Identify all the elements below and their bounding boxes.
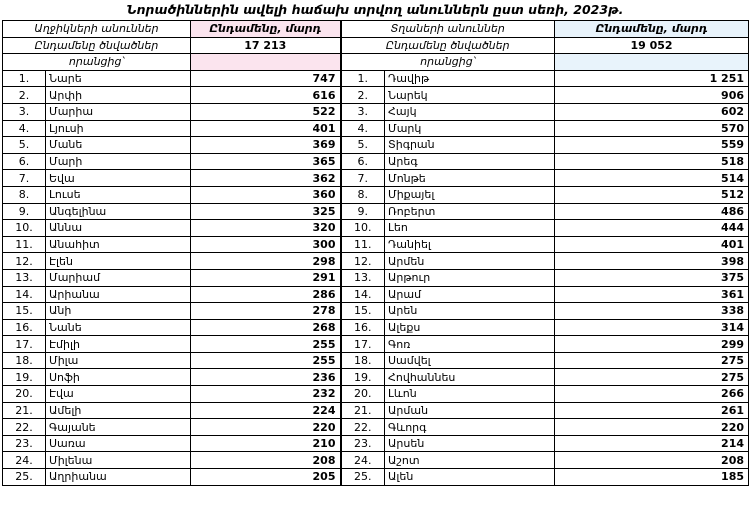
boy-count: 299 [555, 336, 749, 353]
girl-name: Լուսե [46, 186, 191, 203]
boy-name: Աշոտ [385, 452, 555, 469]
boy-rank: 25. [341, 469, 385, 486]
boy-name: Դանիել [385, 236, 555, 253]
girl-rank: 4. [3, 120, 46, 137]
girl-name: Սառա [46, 435, 191, 452]
boy-count: 559 [555, 137, 749, 154]
table-row [3, 120, 749, 137]
boy-name: Արման [385, 402, 555, 419]
girl-name: Անգելինա [46, 203, 191, 220]
girls-value-header: Ընդամենը, մարդ [191, 21, 341, 38]
girl-count: 220 [191, 419, 341, 436]
table-row [3, 286, 749, 303]
girl-rank: 11. [3, 236, 46, 253]
girl-count: 236 [191, 369, 341, 386]
girl-name: Անի [46, 303, 191, 320]
girl-count: 298 [191, 253, 341, 270]
girls-from-label: որանցից՝ [3, 54, 191, 71]
girl-rank: 20. [3, 386, 46, 403]
girl-name: Լյուսի [46, 120, 191, 137]
boy-count: 361 [555, 286, 749, 303]
table-row [3, 87, 749, 104]
girl-rank: 10. [3, 220, 46, 237]
girl-count: 522 [191, 103, 341, 120]
table-row [3, 369, 749, 386]
girls-total: 17 213 [191, 37, 341, 54]
girl-count: 224 [191, 402, 341, 419]
boy-count: 314 [555, 319, 749, 336]
boy-count: 486 [555, 203, 749, 220]
boy-rank: 7. [341, 170, 385, 187]
boy-rank: 18. [341, 352, 385, 369]
girl-count: 365 [191, 153, 341, 170]
table-row [3, 386, 749, 403]
boy-count: 338 [555, 303, 749, 320]
boy-count: 602 [555, 103, 749, 120]
boy-name: Արեն [385, 303, 555, 320]
boy-rank: 5. [341, 137, 385, 154]
boys-total: 19 052 [555, 37, 749, 54]
boys-total-label: Ընդամենը ծնվածներ [341, 37, 555, 54]
names-table [2, 20, 749, 486]
boy-name: Տիգրան [385, 137, 555, 154]
boy-count: 220 [555, 419, 749, 436]
table-row [3, 402, 749, 419]
girl-rank: 1. [3, 70, 46, 87]
boy-rank: 9. [341, 203, 385, 220]
boy-count: 266 [555, 386, 749, 403]
from-row [3, 54, 749, 71]
table-row [3, 419, 749, 436]
table-row [3, 186, 749, 203]
girl-name: Աղրիանա [46, 469, 191, 486]
boy-count: 444 [555, 220, 749, 237]
girl-name: Սոֆի [46, 369, 191, 386]
boy-count: 185 [555, 469, 749, 486]
boys-header: Տղաների անուններ [341, 21, 555, 38]
girl-count: 369 [191, 137, 341, 154]
girl-count: 232 [191, 386, 341, 403]
table-row [3, 269, 749, 286]
table-row [3, 303, 749, 320]
girl-name: Էմիլի [46, 336, 191, 353]
girl-count: 325 [191, 203, 341, 220]
girl-rank: 24. [3, 452, 46, 469]
boy-name: Արամ [385, 286, 555, 303]
table-row [3, 103, 749, 120]
page-title: Նորածիններին ավելի հաճախ տրվող անուններն ըստ սեռի, 2023թ. [126, 2, 624, 17]
boy-name: Ալեքս [385, 319, 555, 336]
table-row [3, 469, 749, 486]
boy-rank: 6. [341, 153, 385, 170]
boy-name: Դավիթ [385, 70, 555, 87]
boy-rank: 3. [341, 103, 385, 120]
girl-count: 320 [191, 220, 341, 237]
table-row [3, 153, 749, 170]
girl-rank: 15. [3, 303, 46, 320]
boy-rank: 4. [341, 120, 385, 137]
girl-name: Նանե [46, 319, 191, 336]
boy-name: Ալեն [385, 469, 555, 486]
girl-count: 362 [191, 170, 341, 187]
girl-name: Միլենա [46, 452, 191, 469]
girl-count: 300 [191, 236, 341, 253]
boy-name: Գևորգ [385, 419, 555, 436]
boy-count: 375 [555, 269, 749, 286]
boy-count: 398 [555, 253, 749, 270]
boy-rank: 21. [341, 402, 385, 419]
girl-rank: 6. [3, 153, 46, 170]
girl-rank: 12. [3, 253, 46, 270]
boys-from-label: որանցից՝ [341, 54, 555, 71]
girl-rank: 23. [3, 435, 46, 452]
boy-count: 518 [555, 153, 749, 170]
girl-rank: 16. [3, 319, 46, 336]
boy-rank: 23. [341, 435, 385, 452]
girl-rank: 3. [3, 103, 46, 120]
boy-rank: 15. [341, 303, 385, 320]
boy-name: Լեո [385, 220, 555, 237]
girl-name: Էլեն [46, 253, 191, 270]
girl-rank: 17. [3, 336, 46, 353]
girl-name: Արփի [46, 87, 191, 104]
boy-name: Արթուր [385, 269, 555, 286]
header-row [3, 21, 749, 38]
table-row [3, 452, 749, 469]
girl-count: 278 [191, 303, 341, 320]
boy-rank: 19. [341, 369, 385, 386]
girl-name: Ամելի [46, 402, 191, 419]
girl-name: Մարի [46, 153, 191, 170]
girl-count: 205 [191, 469, 341, 486]
boy-name: Լևոն [385, 386, 555, 403]
girls-from-spacer [191, 54, 341, 71]
boy-count: 401 [555, 236, 749, 253]
boy-name: Հովհաննես [385, 369, 555, 386]
girl-name: Եվա [46, 170, 191, 187]
boy-name: Միքայել [385, 186, 555, 203]
girl-rank: 18. [3, 352, 46, 369]
girl-rank: 5. [3, 137, 46, 154]
boy-count: 261 [555, 402, 749, 419]
girl-name: Մարիա [46, 103, 191, 120]
boy-rank: 8. [341, 186, 385, 203]
girl-count: 401 [191, 120, 341, 137]
boy-rank: 22. [341, 419, 385, 436]
boy-name: Նարեկ [385, 87, 555, 104]
boy-name: Մոնթե [385, 170, 555, 187]
girl-count: 255 [191, 352, 341, 369]
boy-count: 214 [555, 435, 749, 452]
boy-rank: 1. [341, 70, 385, 87]
boy-count: 1 251 [555, 70, 749, 87]
boy-rank: 13. [341, 269, 385, 286]
girl-count: 747 [191, 70, 341, 87]
boy-name: Գոռ [385, 336, 555, 353]
table-row [3, 336, 749, 353]
table-row [3, 203, 749, 220]
boy-name: Ռոբերտ [385, 203, 555, 220]
boys-value-header: Ընդամենը, մարդ [555, 21, 749, 38]
girl-rank: 7. [3, 170, 46, 187]
boy-count: 514 [555, 170, 749, 187]
girl-rank: 25. [3, 469, 46, 486]
boy-rank: 20. [341, 386, 385, 403]
girl-name: Միլա [46, 352, 191, 369]
boy-count: 275 [555, 352, 749, 369]
girl-rank: 21. [3, 402, 46, 419]
boy-rank: 10. [341, 220, 385, 237]
girl-name: Մանե [46, 137, 191, 154]
girls-total-label: Ընդամենը ծնվածներ [3, 37, 191, 54]
girl-rank: 13. [3, 269, 46, 286]
boy-name: Հայկ [385, 103, 555, 120]
boy-count: 570 [555, 120, 749, 137]
girl-name: Էվա [46, 386, 191, 403]
boy-name: Սամվել [385, 352, 555, 369]
boy-count: 275 [555, 369, 749, 386]
table-row [3, 236, 749, 253]
boy-rank: 2. [341, 87, 385, 104]
girl-rank: 22. [3, 419, 46, 436]
table-row [3, 137, 749, 154]
boy-name: Արմեն [385, 253, 555, 270]
boy-rank: 16. [341, 319, 385, 336]
girl-name: Գայանե [46, 419, 191, 436]
boy-count: 208 [555, 452, 749, 469]
girl-count: 286 [191, 286, 341, 303]
girl-name: Մարիամ [46, 269, 191, 286]
boy-count: 906 [555, 87, 749, 104]
girl-count: 208 [191, 452, 341, 469]
table-row [3, 70, 749, 87]
girl-count: 210 [191, 435, 341, 452]
boy-rank: 17. [341, 336, 385, 353]
boy-rank: 11. [341, 236, 385, 253]
boy-rank: 12. [341, 253, 385, 270]
girls-header: Աղջիկների անուններ [3, 21, 191, 38]
table-row [3, 319, 749, 336]
girl-count: 291 [191, 269, 341, 286]
girl-name: Անահիտ [46, 236, 191, 253]
girl-rank: 14. [3, 286, 46, 303]
boy-count: 512 [555, 186, 749, 203]
table-row [3, 253, 749, 270]
boy-name: Արսեն [385, 435, 555, 452]
girl-rank: 2. [3, 87, 46, 104]
total-row [3, 37, 749, 54]
table-row [3, 220, 749, 237]
girl-rank: 19. [3, 369, 46, 386]
girl-rank: 8. [3, 186, 46, 203]
table-row [3, 435, 749, 452]
girl-name: Արիանա [46, 286, 191, 303]
girl-count: 268 [191, 319, 341, 336]
girl-name: Աննա [46, 220, 191, 237]
boy-rank: 14. [341, 286, 385, 303]
girl-count: 616 [191, 87, 341, 104]
boy-rank: 24. [341, 452, 385, 469]
table-row [3, 352, 749, 369]
girl-name: Նարե [46, 70, 191, 87]
boy-name: Մարկ [385, 120, 555, 137]
girl-count: 255 [191, 336, 341, 353]
boy-name: Արեգ [385, 153, 555, 170]
girl-rank: 9. [3, 203, 46, 220]
girl-count: 360 [191, 186, 341, 203]
table-row [3, 170, 749, 187]
boys-from-spacer [555, 54, 749, 71]
